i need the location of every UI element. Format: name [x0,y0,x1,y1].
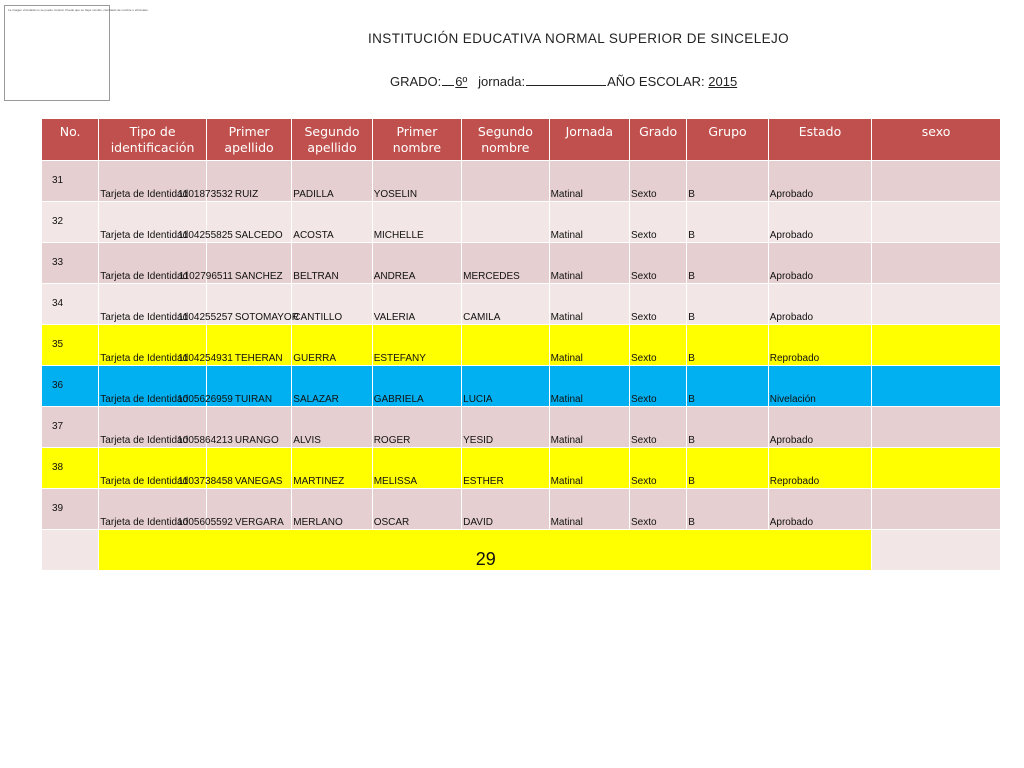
cell-sexo [872,407,1000,447]
col-header-grado: Grado [630,119,686,160]
cell-grupo: B [687,202,767,242]
cell-estado: Aprobado [769,489,872,529]
cell-no: 37 [42,407,98,447]
cell-grupo: B [687,407,767,447]
cell-primer-apellido-group [177,202,291,242]
cell-primer-apellido-group [177,161,291,201]
cell-jornada: Matinal [550,284,629,324]
cell-no: 39 [42,489,98,529]
cell-primer-apellido-group [177,489,291,529]
cell-tipo-identificacion: Tarjeta de Identidad [99,325,206,365]
cell-id-number: 1102796511 [178,271,233,282]
cell-sexo [872,366,1000,406]
cell-segundo-apellido: GUERRA [292,325,371,365]
cell-primer-apellido: TEHERAN [234,353,283,364]
cell-tipo-identificacion: Tarjeta de Identidad [99,202,206,242]
cell-sexo [872,284,1000,324]
cell-grupo: B [687,161,767,201]
cell-grado: Sexto [630,161,686,201]
cell-primer-apellido-group [178,243,291,283]
cell-no: 36 [42,366,98,406]
table-row [42,489,1000,529]
col-header-estado: Estado [769,119,872,160]
total-count: 29 [99,530,871,570]
anio-label: AÑO ESCOLAR: [607,74,705,89]
logo-image-placeholder [4,5,149,101]
cell-segundo-apellido: PADILLA [292,161,371,201]
table-row [42,366,1000,406]
cell-segundo-apellido: ACOSTA [292,202,371,242]
cell-id-number: 1101873532 [177,189,233,200]
cell-primer-nombre: GABRIELA [373,366,461,406]
cell-id-number: 1104255257 [177,312,233,323]
cell-jornada: Matinal [550,448,629,488]
cell-tipo-identificacion: Tarjeta de Identidad [99,407,206,447]
broken-image-text: La imagen vinculada no se puede mostrar. Puede que se haya movido, cambiado de nombre o eliminado. [8,8,149,12]
cell-no: 34 [42,284,98,324]
table-row [42,325,1000,365]
cell-primer-apellido: URANGO [234,435,279,446]
cell-id-number: 1103738458 [177,476,233,487]
cell-grado: Sexto [630,202,686,242]
cell-segundo-nombre [462,325,548,365]
cell-grupo: B [687,489,767,529]
cell-segundo-apellido: BELTRAN [292,243,371,283]
cell-grado: Sexto [630,407,686,447]
cell-segundo-nombre: LUCIA [462,366,548,406]
cell-jornada: Matinal [550,243,629,283]
cell-tipo-identificacion: Tarjeta de Identidad [99,448,206,488]
table-row [42,284,1000,324]
total-blank-cell [42,530,98,570]
cell-estado: Aprobado [769,407,872,447]
table-row [42,161,1000,201]
cell-estado: Reprobado [769,448,872,488]
cell-no: 35 [42,325,98,365]
cell-grupo: B [687,448,767,488]
cell-primer-apellido-group [177,448,291,488]
cell-grupo: B [687,243,767,283]
cell-segundo-nombre: CAMILA [462,284,548,324]
table-row [42,407,1000,447]
cell-estado: Aprobado [769,243,872,283]
cell-grado: Sexto [630,284,686,324]
cell-segundo-nombre: DAVID [462,489,548,529]
cell-sexo [872,448,1000,488]
cell-segundo-nombre [462,161,548,201]
cell-no: 31 [42,161,98,201]
anio-value: 2015 [708,74,738,89]
cell-tipo-identificacion: Tarjeta de Identidad [99,243,206,283]
jornada-label: jornada: [478,74,526,89]
cell-grupo: B [687,366,767,406]
cell-primer-apellido-group [177,284,299,324]
student-roster-table [41,118,1001,571]
cell-sexo [872,161,1000,201]
cell-no: 32 [42,202,98,242]
cell-grado: Sexto [630,325,686,365]
col-header-no: No. [42,119,98,160]
col-header-tipo: Tipo de identificación [99,119,206,160]
cell-primer-apellido: SOTOMAYOR [234,312,299,323]
table-row [42,448,1000,488]
cell-grupo: B [687,325,767,365]
cell-grado: Sexto [630,366,686,406]
total-blank-cell [872,530,1000,570]
cell-primer-nombre: ESTEFANY [373,325,461,365]
cell-sexo [872,202,1000,242]
cell-primer-apellido: TUIRAN [234,394,273,405]
cell-jornada: Matinal [550,202,629,242]
cell-sexo [872,325,1000,365]
cell-jornada: Matinal [550,161,629,201]
cell-segundo-apellido: CANTILLO [292,284,371,324]
cell-segundo-nombre: ESTHER [462,448,548,488]
cell-id-number: 1005864213 [177,435,233,446]
cell-jornada: Matinal [550,325,629,365]
cell-primer-nombre: OSCAR [373,489,461,529]
cell-primer-nombre: ROGER [373,407,461,447]
col-header-grupo: Grupo [687,119,767,160]
cell-segundo-apellido: MERLANO [292,489,371,529]
cell-tipo-identificacion: Tarjeta de Identidad [99,161,206,201]
cell-estado: Nivelación [769,366,872,406]
institution-title: INSTITUCIÓN EDUCATIVA NORMAL SUPERIOR DE SINCELEJO [368,31,790,46]
cell-primer-apellido: SANCHEZ [234,271,283,282]
cell-segundo-nombre: YESID [462,407,548,447]
cell-primer-apellido: RUIZ [234,189,259,200]
table-header-row [42,119,1000,160]
cell-segundo-nombre [462,202,548,242]
cell-primer-nombre: MELISSA [373,448,461,488]
cell-sexo [872,243,1000,283]
cell-tipo-identificacion: Tarjeta de Identidad [99,284,206,324]
cell-primer-apellido: VERGARA [234,517,284,528]
col-header-segundo-apellido: Segundo apellido [292,119,371,160]
cell-estado: Reprobado [769,325,872,365]
cell-tipo-identificacion: Tarjeta de Identidad [99,366,206,406]
col-header-primer-nombre: Primer nombre [373,119,461,160]
cell-primer-apellido: VANEGAS [234,476,283,487]
cell-jornada: Matinal [550,489,629,529]
cell-segundo-apellido: MARTINEZ [292,448,371,488]
grade-line [390,74,737,89]
cell-primer-nombre: YOSELIN [373,161,461,201]
grado-value: 6º [455,74,468,89]
cell-jornada: Matinal [550,366,629,406]
cell-primer-nombre: MICHELLE [373,202,461,242]
cell-tipo-identificacion: Tarjeta de Identidad [99,489,206,529]
cell-jornada: Matinal [550,407,629,447]
cell-primer-nombre: ANDREA [373,243,461,283]
cell-no: 38 [42,448,98,488]
cell-segundo-nombre: MERCEDES [462,243,548,283]
cell-estado: Aprobado [769,161,872,201]
cell-grado: Sexto [630,448,686,488]
table-row [42,243,1000,283]
col-header-sexo: sexo [872,119,1000,160]
cell-sexo [872,489,1000,529]
cell-no: 33 [42,243,98,283]
cell-segundo-apellido: SALAZAR [292,366,371,406]
cell-estado: Aprobado [769,202,872,242]
col-header-jornada: Jornada [550,119,629,160]
total-row [42,530,1000,570]
cell-primer-apellido: SALCEDO [234,230,283,241]
cell-grado: Sexto [630,243,686,283]
cell-id-number: 1104254931 [177,353,233,364]
cell-primer-apellido-group [177,366,291,406]
table-row [42,202,1000,242]
cell-segundo-apellido: ALVIS [292,407,371,447]
cell-primer-apellido-group [177,407,291,447]
cell-id-number: 1005605592 [177,517,233,528]
cell-estado: Aprobado [769,284,872,324]
col-header-primer-apellido: Primer apellido [207,119,291,160]
col-header-segundo-nombre: Segundo nombre [462,119,548,160]
cell-primer-apellido-group [177,325,291,365]
cell-primer-nombre: VALERIA [373,284,461,324]
cell-id-number: 1005626959 [177,394,233,405]
grado-label: GRADO: [390,74,442,89]
cell-grado: Sexto [630,489,686,529]
cell-id-number: 1104255825 [177,230,233,241]
cell-grupo: B [687,284,767,324]
